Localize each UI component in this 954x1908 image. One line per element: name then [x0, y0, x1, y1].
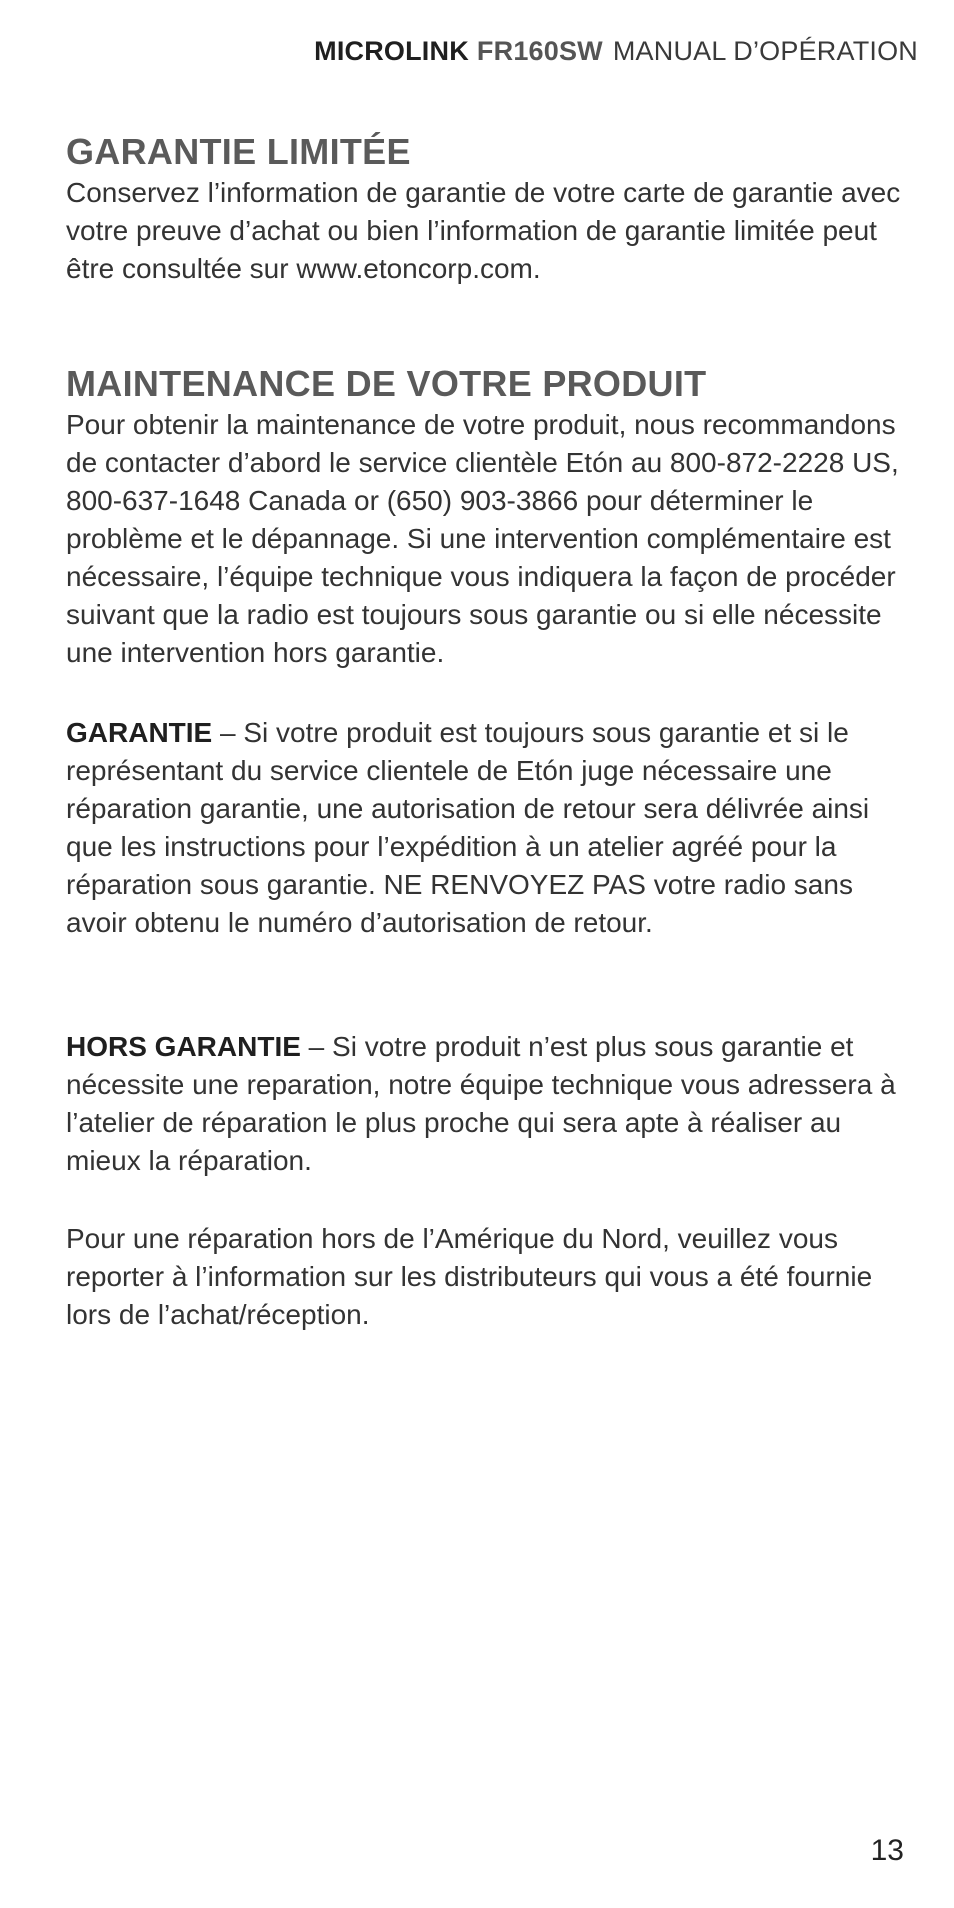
in-warranty-paragraph	[66, 714, 906, 942]
header-document-title: MANUAL D’OPÉRATION	[612, 36, 918, 66]
in-warranty-lead: GARANTIE	[66, 717, 213, 748]
limited-warranty-text: Conservez l’information de garantie de votre carte de garantie avec votre preuve d’achat ou bien l’information de garantie limitée peut être consultée sur www.etoncorp.com.	[66, 177, 901, 284]
out-of-warranty-paragraph	[66, 1028, 906, 1180]
spacer	[66, 672, 906, 714]
out-of-warranty-text: – Si votre produit n’est plus sous garantie et nécessite une reparation, notre équipe technique vous adressera à l’atelier de réparation le plus proche qui sera apte à réaliser au mieux la réparation.	[66, 1031, 896, 1176]
page-number: 13	[870, 1834, 904, 1867]
spacer	[66, 942, 906, 1028]
maintenance-title: MAINTENANCE DE VOTRE PRODUIT	[66, 363, 707, 404]
outside-north-america-text: Pour une réparation hors de l’Amérique du Nord, veuillez vous reporter à l’information sur les distributeurs qui vous a été fournie lors de l’achat/réception.	[66, 1223, 873, 1330]
spacer	[66, 1180, 906, 1220]
maintenance-text: Pour obtenir la maintenance de votre produit, nous recommandons de contacter d’abord le service clientèle Etón au 800-872-2228 US, 800-637-1648 Canada or (650) 903-3866 pour déterminer le problème et le dépannage. Si une intervention complémentaire est nécessaire, l’équipe technique vous indiquera la façon de procéder suivant que la radio est toujours sous garantie ou si elle nécessite une intervention hors garantie.	[66, 409, 899, 668]
header-model: FR160SW	[476, 36, 603, 66]
running-header	[314, 36, 918, 67]
spacer	[66, 288, 906, 362]
out-of-warranty-lead: HORS GARANTIE	[66, 1031, 301, 1062]
in-warranty-text: – Si votre produit est toujours sous garantie et si le représentant du service clientele de Etón juge nécessaire une réparation garantie, une autorisation de retour sera délivrée ainsi que les instructions pour l’expédition à un atelier agréé pour la réparation sous garantie. NE RENVOYEZ PAS votre radio sans avoir obtenu le numéro d’autorisation de retour.	[66, 717, 870, 938]
header-brand: MICROLINK	[314, 36, 469, 66]
limited-warranty-title: GARANTIE LIMITÉE	[66, 131, 411, 172]
page-content	[66, 130, 906, 1334]
